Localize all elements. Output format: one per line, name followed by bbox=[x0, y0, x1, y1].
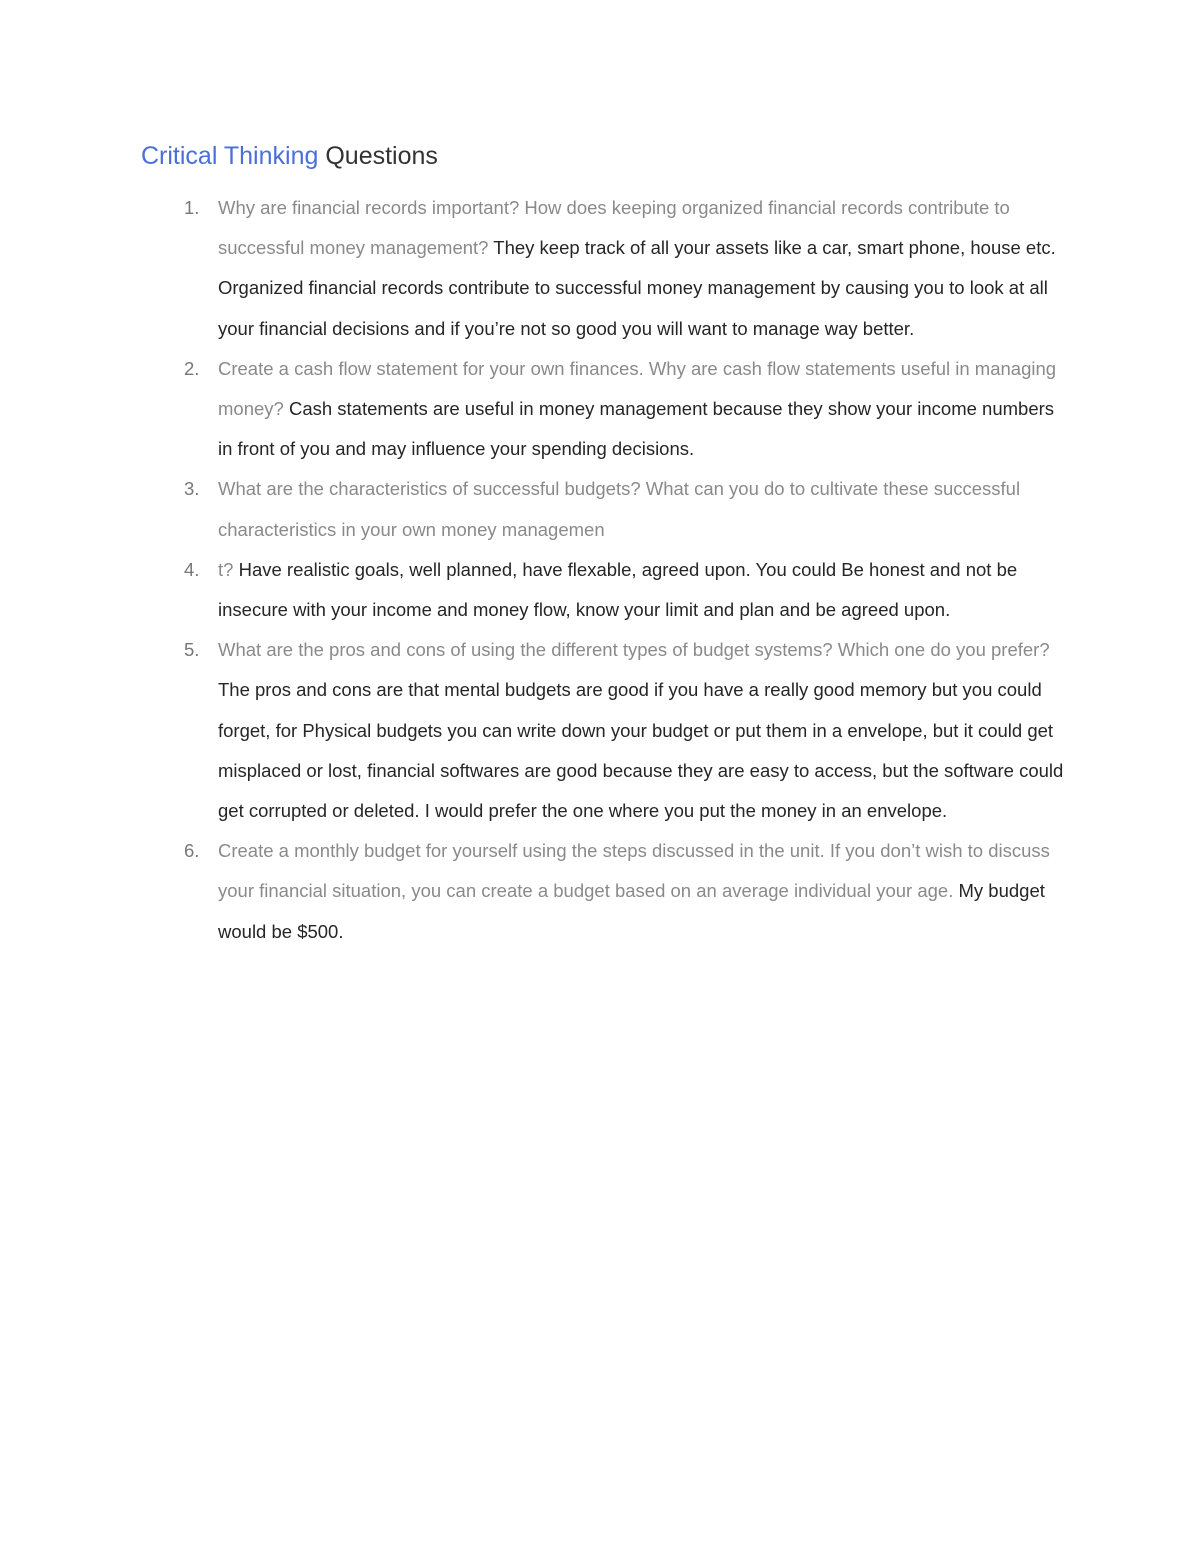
item-number: 2. bbox=[184, 357, 200, 379]
title-rest: Questions bbox=[325, 142, 438, 170]
answer-text: My budget would be $500. bbox=[218, 880, 1045, 942]
item-number: 1. bbox=[184, 197, 200, 218]
question-text: Create a cash flow statement for your own finances. Why are cash flow statements useful in managing money? bbox=[218, 357, 1057, 420]
question-text: Why are financial records important? How does keeping organized financial records contribute to successful money management? bbox=[218, 197, 1010, 259]
list-item bbox=[140, 831, 1070, 952]
item-number: 3. bbox=[184, 478, 200, 500]
answer-text: They keep track of all your assets like a car, smart phone, house etc. Organized financial records contribute to successful money management by causing you to look at all your financial decisions and if you’re not so good you will want to manage way better. bbox=[218, 237, 1056, 339]
list-item bbox=[140, 188, 1070, 349]
list-item bbox=[140, 469, 1070, 549]
answer-text: The pros and cons are that mental budgets are good if you have a really good memory but you could forget, for Physical budgets you can write down your budget or put them in a envelope, but it could get misplaced or lost, financial softwares are good because they are easy to access, but the software could get corrupted or deleted. I would prefer the one where you put the money in an envelope. bbox=[218, 679, 1064, 822]
answer-text: Have realistic goals, well planned, have flexable, agreed upon. You could Be honest and not be insecure with your income and money flow, know your limit and plan and be agreed upon. bbox=[218, 558, 1018, 621]
item-number: 4. bbox=[184, 558, 200, 580]
question-list bbox=[140, 188, 1070, 952]
list-item bbox=[140, 630, 1070, 831]
list-item bbox=[140, 550, 1070, 630]
question-text: Create a monthly budget for yourself using the steps discussed in the unit. If you don’t wish to discuss your financial situation, you can create a budget based on an average individual your age. bbox=[218, 840, 1050, 902]
title-accent: Critical Thinking bbox=[141, 142, 319, 170]
item-number: 5. bbox=[184, 639, 200, 661]
question-text: What are the pros and cons of using the different types of budget systems? Which one do you prefer? bbox=[218, 639, 1050, 661]
question-text: t? bbox=[218, 558, 234, 580]
item-number: 6. bbox=[184, 840, 200, 862]
page-title bbox=[141, 139, 438, 173]
question-text: What are the characteristics of successful budgets? What can you do to cultivate these successful characteristics in your own money managemen bbox=[218, 478, 1021, 540]
list-item bbox=[140, 349, 1070, 470]
answer-text: Cash statements are useful in money management because they show your income numbers in front of you and may influence your spending decisions. bbox=[218, 398, 1055, 460]
